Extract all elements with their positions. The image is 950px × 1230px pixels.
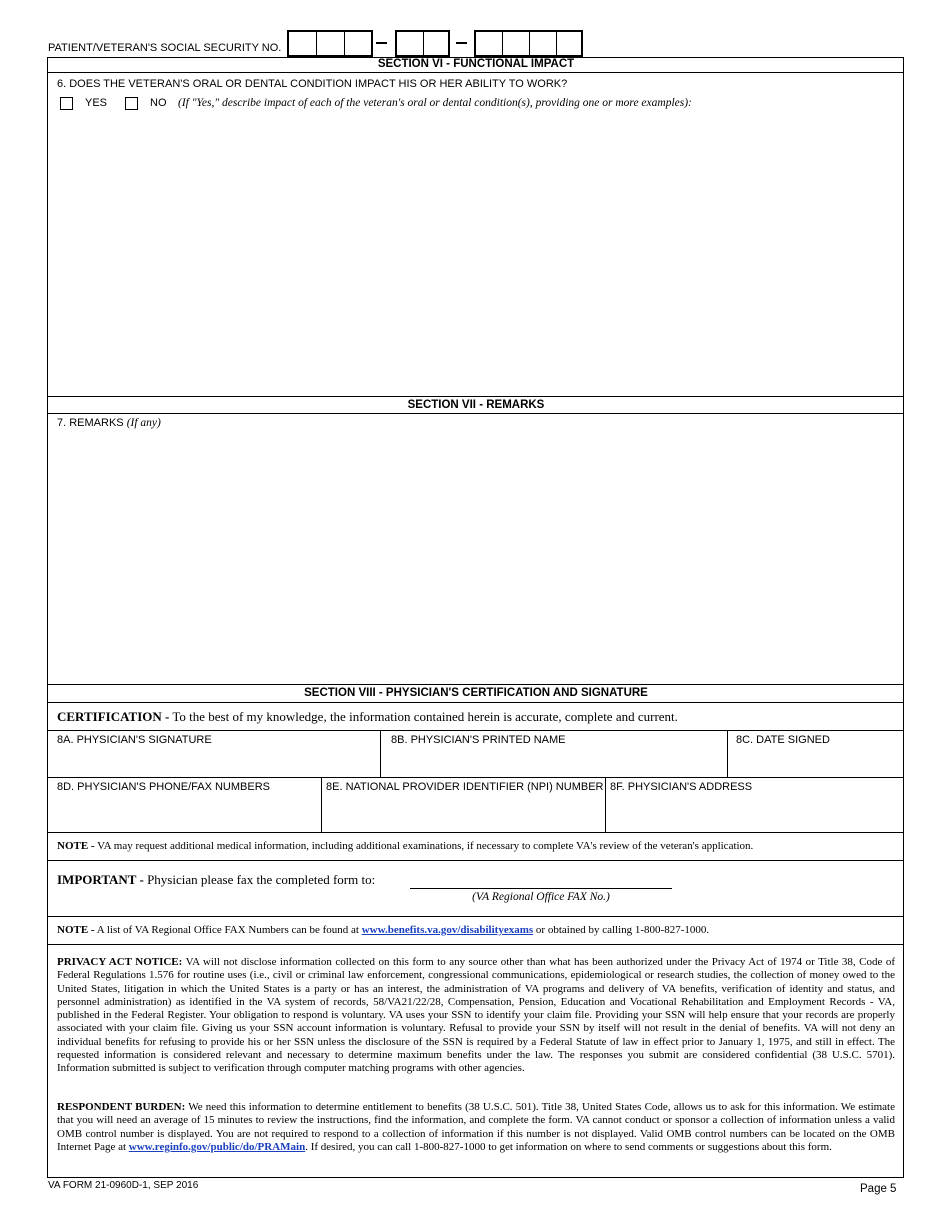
ssn-digit-box[interactable] bbox=[503, 32, 530, 55]
yes-label: YES bbox=[85, 97, 108, 109]
divider bbox=[47, 860, 904, 861]
note-bold: NOTE - bbox=[57, 840, 95, 852]
remarks-textarea[interactable] bbox=[48, 432, 903, 682]
date-signed-field[interactable] bbox=[728, 748, 903, 776]
note-bold: NOTE - bbox=[57, 924, 95, 936]
ssn-digit-box[interactable] bbox=[345, 32, 371, 55]
fax-caption: (VA Regional Office FAX No.) bbox=[472, 891, 610, 903]
note-additional-info bbox=[57, 840, 753, 852]
benefits-link[interactable]: www.benefits.va.gov/disabilityexams bbox=[361, 924, 534, 936]
form-id: VA FORM 21-0960D-1, SEP 2016 bbox=[48, 1180, 199, 1191]
divider bbox=[47, 832, 904, 833]
divider bbox=[47, 72, 904, 73]
ssn-part1[interactable] bbox=[287, 30, 373, 57]
ssn-part3[interactable] bbox=[474, 30, 583, 57]
note-text: A list of VA Regional Office FAX Numbers can be found at bbox=[96, 924, 359, 936]
section-6-title: SECTION VI - FUNCTIONAL IMPACT bbox=[377, 58, 575, 70]
ssn-dash bbox=[376, 42, 387, 44]
ssn-digit-box[interactable] bbox=[397, 32, 424, 55]
physician-phone-fax-field[interactable] bbox=[48, 795, 321, 831]
divider bbox=[47, 396, 904, 397]
functional-impact-textarea[interactable] bbox=[48, 115, 903, 395]
yes-checkbox[interactable] bbox=[60, 97, 73, 110]
field-8f-label: 8F. PHYSICIAN'S ADDRESS bbox=[610, 781, 753, 793]
fax-number-underline bbox=[410, 888, 672, 889]
ssn-digit-box[interactable] bbox=[317, 32, 345, 55]
field-8e-label: 8E. NATIONAL PROVIDER IDENTIFIER (NPI) NUMBER bbox=[326, 781, 604, 793]
ssn-digit-box[interactable] bbox=[530, 32, 557, 55]
omb-link[interactable]: www.reginfo.gov/public/do/PRAMain bbox=[128, 1140, 306, 1153]
npi-number-field[interactable] bbox=[322, 795, 605, 831]
important-bold: IMPORTANT - bbox=[57, 872, 144, 887]
ssn-digit-box[interactable] bbox=[289, 32, 317, 55]
field-8c-label: 8C. DATE SIGNED bbox=[736, 734, 830, 746]
note-text: or obtained by calling 1-800-827-1000. bbox=[535, 924, 710, 936]
certification-statement bbox=[57, 709, 678, 725]
section-7-title: SECTION VII - REMARKS bbox=[407, 399, 545, 411]
important-fax-instruction bbox=[57, 872, 375, 888]
physician-printed-name-field[interactable] bbox=[381, 748, 727, 776]
certification-text: To the best of my knowledge, the information contained herein is accurate, complete and current. bbox=[172, 709, 678, 724]
physician-signature-field[interactable] bbox=[48, 748, 380, 776]
divider bbox=[47, 702, 904, 703]
burden-text: We need this information to determine entitlement to benefits (38 U.S.C. 501). Title 38, United States Code, allows us to ask for this information. We estimate that you will need an average of 15 minutes to review the instructions, find the information, and complete the form. VA cannot conduct or sponsor a collection of information unless a valid OMB control number is displayed. You are not required to respond to a collection of information if this number is not displayed. Valid OMB control numbers can be located on the OMB Internet Page at bbox=[57, 1101, 896, 1153]
physician-address-field[interactable] bbox=[606, 795, 903, 831]
divider bbox=[47, 777, 904, 778]
field-8b-label: 8B. PHYSICIAN'S PRINTED NAME bbox=[391, 734, 566, 746]
respondent-burden bbox=[57, 1101, 895, 1154]
divider bbox=[47, 684, 904, 685]
ssn-label: PATIENT/VETERAN'S SOCIAL SECURITY NO. bbox=[48, 42, 282, 54]
no-checkbox[interactable] bbox=[125, 97, 138, 110]
no-label: NO bbox=[150, 97, 167, 109]
field-8a-label: 8A. PHYSICIAN'S SIGNATURE bbox=[57, 734, 212, 746]
ssn-digit-box[interactable] bbox=[557, 32, 581, 55]
ssn-dash bbox=[456, 42, 467, 44]
note-text: VA may request additional medical information, including additional examinations, if necessary to complete VA's review of the veteran's application. bbox=[97, 840, 754, 852]
remarks-hint: (If any) bbox=[126, 417, 161, 429]
divider bbox=[47, 916, 904, 917]
remarks-label bbox=[57, 417, 161, 429]
ssn-part2[interactable] bbox=[395, 30, 450, 57]
certification-bold: CERTIFICATION - bbox=[57, 709, 170, 724]
privacy-text: VA will not disclose information collected on this form to any source other than what has been authorized under the Privacy Act of 1974 or Title 38, Code of Federal Regulations 1.576 for routine uses (i.e., civil or criminal law enforcement, congressional communications, epidemiological or research studies, the collection of money owed to the United States, litigation in which the United States is a party or has an interest, the administration of VA programs and delivery of VA benefits, verification of identity and status, and personnel administration) as identified in the VA system of records, 58/VA21/22/28, Compensation, Pension, Education and Vocational Rehabilitation and Employment Records - VA, published in the Federal Register. Your obligation to respond is voluntary. VA uses your SSN to identify your claim file. Providing your SSN will help ensure that your records are properly associated with your claim file. Giving us your SSN account information is voluntary. Refusal to provide your SSN by itself will not result in the denial of benefits. VA will not deny an individual benefits for refusing to provide his or her SSN unless the disclosure of the SSN is required by a Federal Statute of law in effect prior to January 1, 1975, and still in effect. The requested information is considered relevant and necessary to determine maximum benefits under the law. The responses you submit are considered confidential (38 U.S.C. 5701). Information submitted is subject to verification through computer matching programs with other agencies. bbox=[57, 956, 895, 1075]
fax-number-field[interactable] bbox=[410, 870, 672, 888]
section-8-title: SECTION VIII - PHYSICIAN'S CERTIFICATION AND SIGNATURE bbox=[304, 687, 648, 699]
privacy-act-notice bbox=[57, 956, 895, 1076]
burden-bold: RESPONDENT BURDEN: bbox=[57, 1101, 186, 1113]
field-8d-label: 8D. PHYSICIAN'S PHONE/FAX NUMBERS bbox=[57, 781, 270, 793]
divider bbox=[47, 413, 904, 414]
important-text: Physician please fax the completed form to: bbox=[147, 872, 376, 887]
privacy-bold: PRIVACY ACT NOTICE: bbox=[57, 956, 183, 968]
burden-text: . If desired, you can call 1-800-827-1000 to get information on where to send comments or suggestions about this form. bbox=[305, 1140, 832, 1153]
note-fax-list bbox=[57, 924, 709, 936]
ssn-digit-box[interactable] bbox=[476, 32, 503, 55]
page-number: Page 5 bbox=[860, 1183, 897, 1195]
divider bbox=[47, 944, 904, 945]
divider bbox=[47, 730, 904, 731]
remarks-label-text: 7. REMARKS bbox=[57, 417, 124, 429]
question-6-label: 6. DOES THE VETERAN'S ORAL OR DENTAL CONDITION IMPACT HIS OR HER ABILITY TO WORK? bbox=[57, 78, 568, 90]
ssn-digit-box[interactable] bbox=[424, 32, 448, 55]
question-6-instruction: (If "Yes," describe impact of each of the veteran's oral or dental condition(s), providing one or more examples): bbox=[178, 97, 692, 109]
